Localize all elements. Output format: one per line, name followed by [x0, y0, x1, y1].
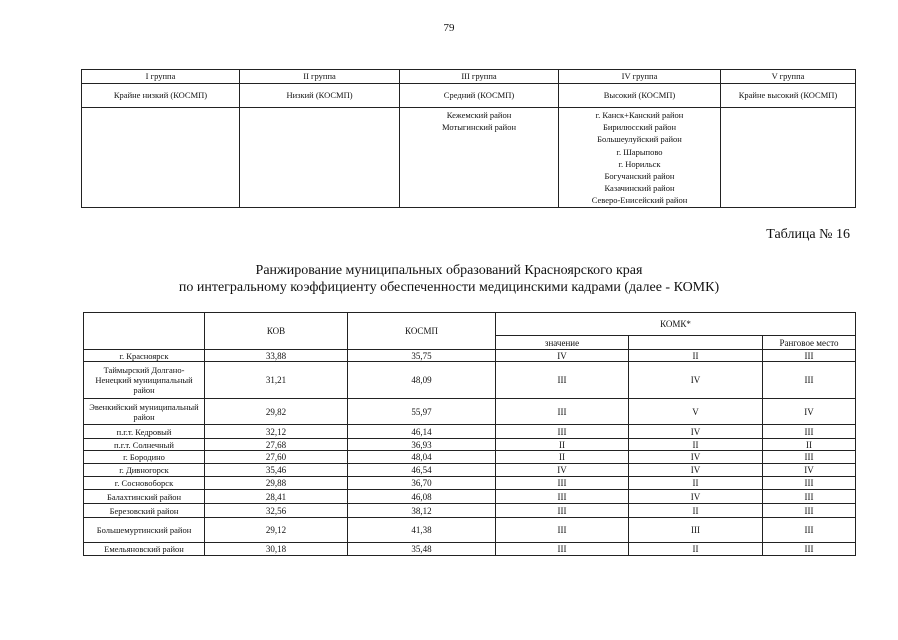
group-level: Крайне низкий (КОСМП): [82, 84, 240, 108]
row-kosmp: 36,93: [348, 439, 496, 451]
row-rank: III: [763, 451, 856, 464]
row-komk-value: III: [496, 543, 629, 556]
table-number: Таблица № 16: [766, 227, 850, 242]
row-name: г. Бородино: [84, 451, 205, 464]
row-kov: 27,68: [205, 439, 348, 451]
header-kov: КОВ: [205, 313, 348, 350]
row-name: г. Дивногорск: [84, 464, 205, 477]
row-komk-value: IV: [496, 464, 629, 477]
row-name: Березовский район: [84, 504, 205, 518]
member-item: г. Канск+Канский район: [595, 110, 684, 120]
row-name: п.г.т. Солнечный: [84, 439, 205, 451]
row-rank: III: [763, 477, 856, 490]
table-row: [84, 504, 856, 518]
row-kov: 28,41: [205, 490, 348, 504]
member-item: г. Шарыпово: [616, 146, 663, 157]
row-komk-group: IV: [629, 425, 763, 439]
heading-line-1: Ранжирование муниципальных образований Красноярского края: [255, 263, 643, 278]
group-header: III группа: [400, 70, 559, 84]
row-rank: III: [763, 543, 856, 556]
table-row: [84, 451, 856, 464]
row-kosmp: 48,09: [348, 362, 496, 399]
row-rank: III: [763, 362, 856, 399]
row-kov: 30,18: [205, 543, 348, 556]
row-kosmp: 46,14: [348, 425, 496, 439]
header-name-cell: [84, 313, 205, 350]
table-row: [84, 543, 856, 556]
row-komk-value: II: [496, 451, 629, 464]
table-row: [84, 439, 856, 451]
row-kov: 31,21: [205, 362, 348, 399]
header-value: значение: [496, 336, 629, 350]
group-members: [400, 108, 559, 208]
row-kosmp: 55,97: [348, 399, 496, 425]
header-komk: КОМК*: [496, 313, 856, 336]
header-row-1: [84, 313, 856, 336]
row-komk-group: IV: [629, 464, 763, 477]
table-row: [84, 464, 856, 477]
row-komk-group: V: [629, 399, 763, 425]
group-members: [559, 108, 721, 208]
row-komk-value: III: [496, 477, 629, 490]
row-kov: 33,88: [205, 350, 348, 362]
row-rank: III: [763, 504, 856, 518]
header-blank: [629, 336, 763, 350]
row-name: г. Сосновоборск: [84, 477, 205, 490]
table-row: [84, 490, 856, 504]
row-komk-group: IV: [629, 451, 763, 464]
row-rank: IV: [763, 399, 856, 425]
group-members: [240, 108, 400, 208]
group-members: [721, 108, 856, 208]
table-row: [84, 425, 856, 439]
group-level: Низкий (КОСМП): [240, 84, 400, 108]
row-kosmp: 38,12: [348, 504, 496, 518]
row-kosmp: 41,38: [348, 518, 496, 543]
row-komk-value: III: [496, 362, 629, 399]
group-header: V группа: [721, 70, 856, 84]
row-rank: III: [763, 425, 856, 439]
group-header: I группа: [82, 70, 240, 84]
row-komk-group: III: [629, 518, 763, 543]
member-item: Мотыгинский район: [442, 122, 516, 133]
groups-header-row: [82, 70, 856, 84]
table-row: [84, 350, 856, 362]
header-kosmp: КОСМП: [348, 313, 496, 350]
row-name: Эвенкийский муниципальный район: [84, 399, 205, 425]
group-level: Средний (КОСМП): [400, 84, 559, 108]
row-name: Емельяновский район: [84, 543, 205, 556]
ranking-table: [83, 312, 856, 556]
row-komk-group: II: [629, 350, 763, 362]
table-row: [84, 399, 856, 425]
group-level: Высокий (КОСМП): [559, 84, 721, 108]
row-komk-value: III: [496, 518, 629, 543]
member-item: Казачинский район: [604, 183, 675, 194]
row-name: г. Красноярск: [84, 350, 205, 362]
row-kov: 29,88: [205, 477, 348, 490]
row-komk-value: III: [496, 490, 629, 504]
row-kov: 29,12: [205, 518, 348, 543]
row-rank: III: [763, 490, 856, 504]
row-komk-group: II: [629, 477, 763, 490]
member-item: Большеулуйский район: [597, 134, 682, 145]
row-kosmp: 35,75: [348, 350, 496, 362]
heading-line-2: по интегральному коэффициенту обеспеченности медицинскими кадрами (далее - КОМК): [178, 280, 720, 295]
group-level: Крайне высокий (КОСМП): [721, 84, 856, 108]
member-item: Северо-Енисейский район: [591, 195, 688, 206]
row-name: Балахтинский район: [84, 490, 205, 504]
group-members: [82, 108, 240, 208]
row-name: Большемуртинский район: [84, 518, 205, 543]
row-name: п.г.т. Кедровый: [84, 425, 205, 439]
row-kosmp: 36,70: [348, 477, 496, 490]
row-kosmp: 46,08: [348, 490, 496, 504]
row-komk-value: IV: [496, 350, 629, 362]
row-komk-group: II: [629, 504, 763, 518]
group-header: IV группа: [559, 70, 721, 84]
row-komk-group: II: [629, 439, 763, 451]
row-komk-value: II: [496, 439, 629, 451]
page-number: 79: [443, 22, 455, 34]
row-komk-value: III: [496, 399, 629, 425]
row-kosmp: 46,54: [348, 464, 496, 477]
groups-table: [81, 69, 856, 208]
row-komk-group: IV: [629, 490, 763, 504]
row-rank: IV: [763, 464, 856, 477]
row-komk-group: IV: [629, 362, 763, 399]
row-rank: III: [763, 518, 856, 543]
member-item: г. Норильск: [618, 158, 661, 169]
row-kov: 29,82: [205, 399, 348, 425]
table-heading: [0, 262, 898, 296]
row-kov: 27,60: [205, 451, 348, 464]
row-kosmp: 48,04: [348, 451, 496, 464]
table-row: [84, 518, 856, 543]
member-item: Кежемский район: [446, 110, 512, 120]
row-rank: II: [763, 439, 856, 451]
row-rank: III: [763, 350, 856, 362]
table-row: [84, 477, 856, 490]
row-komk-value: III: [496, 425, 629, 439]
members-row: [82, 108, 856, 208]
ranking-table-body: [84, 350, 856, 556]
table-row: [84, 362, 856, 399]
row-komk-value: III: [496, 504, 629, 518]
row-kov: 32,56: [205, 504, 348, 518]
row-kov: 35,46: [205, 464, 348, 477]
header-rank: Ранговое место: [763, 336, 856, 350]
member-item: Бирилюсский район: [602, 122, 677, 133]
group-header: II группа: [240, 70, 400, 84]
member-item: Богучанский район: [604, 171, 675, 182]
row-kov: 32,12: [205, 425, 348, 439]
row-name: Таймырский Долгано-Ненецкий муниципальный район: [84, 362, 205, 399]
row-kosmp: 35,48: [348, 543, 496, 556]
levels-row: [82, 84, 856, 108]
row-komk-group: II: [629, 543, 763, 556]
